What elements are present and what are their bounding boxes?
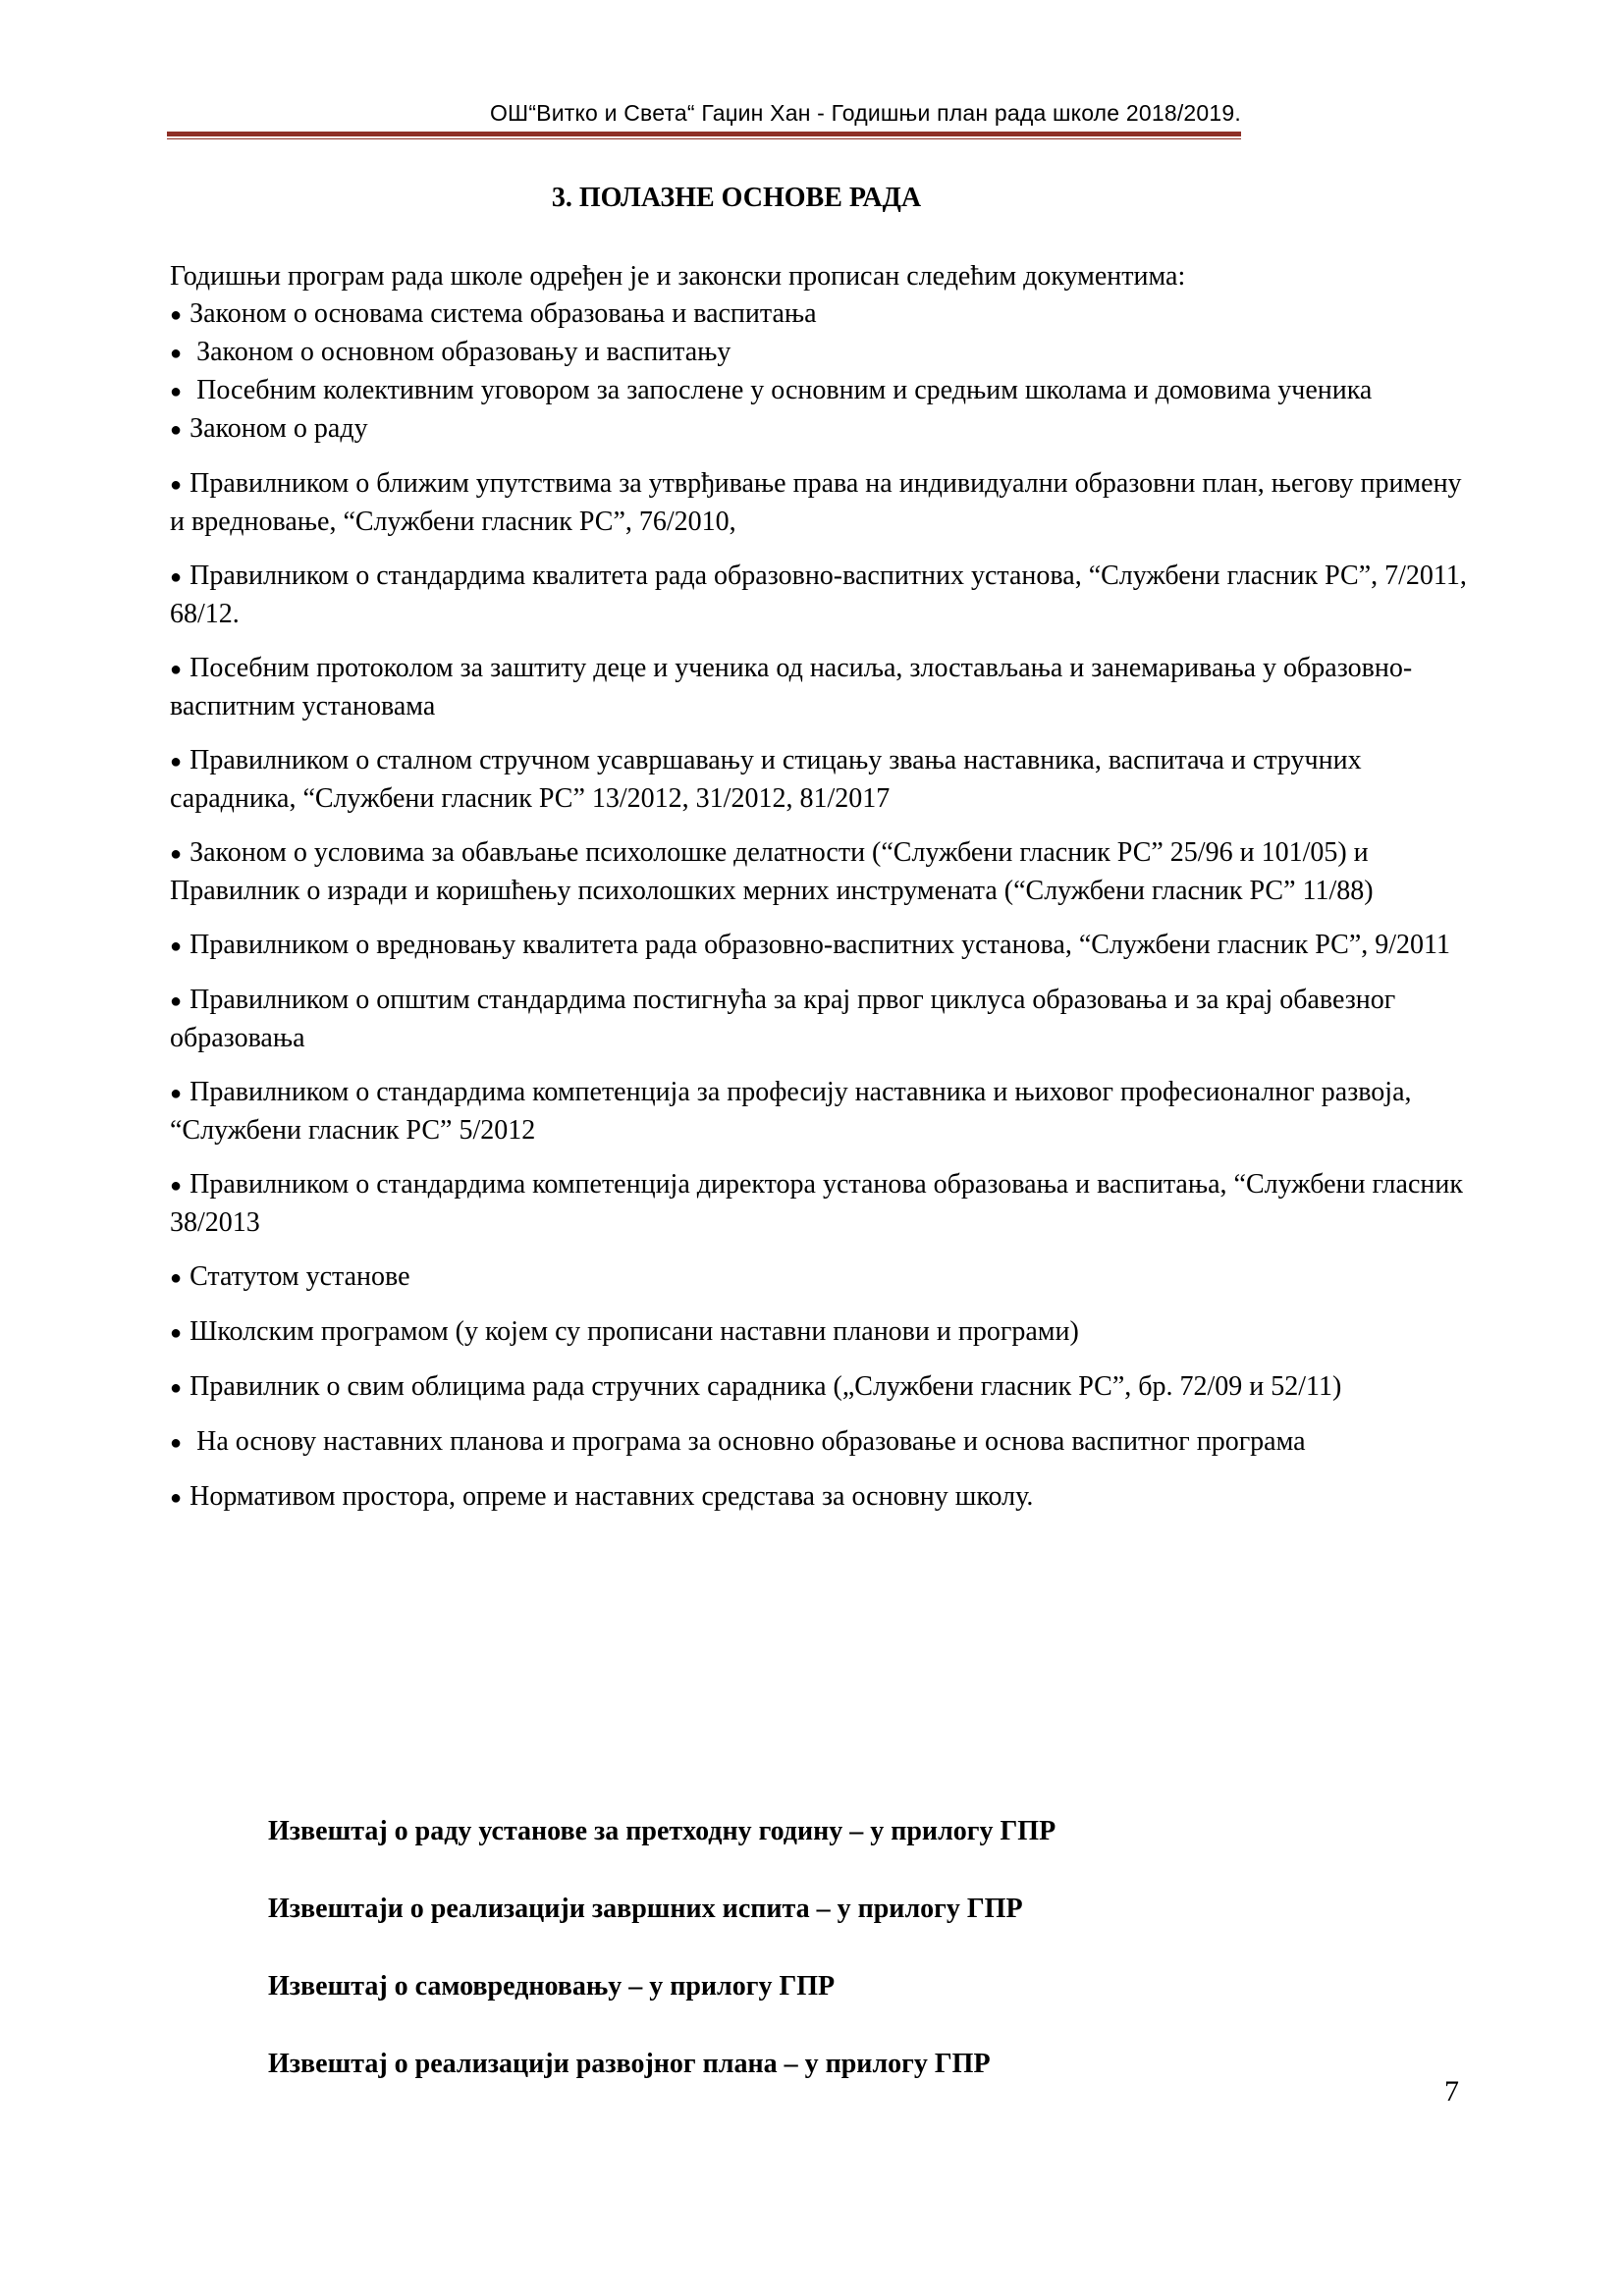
- section-title: 3. ПОЛАЗНЕ ОСНОВЕ РАДА: [551, 183, 922, 213]
- page-number: 7: [1444, 2075, 1459, 2108]
- header-rule-thin: [167, 138, 1241, 139]
- list-item: ● На основу наставних планова и програма за основно образовање и основа васпитног програма: [170, 1423, 1476, 1462]
- list-item: ● Статутом установе: [170, 1258, 1476, 1297]
- list-item: ● Нормативом простора, опреме и наставних средстава за основну школу.: [170, 1478, 1476, 1517]
- bullet-icon: ●: [170, 659, 183, 680]
- list-item: ● Посебним колективним уговором за запослене у основним и средњим школама и домовима ученика: [170, 372, 1476, 410]
- bullet-icon: ●: [170, 1267, 183, 1289]
- list-item: ● Правилником о стандардима компетенција за професију наставника и њиховог професионалног развоја, “Службени гласник РС” 5/2012: [170, 1077, 1412, 1146]
- list-item: ● Законом о основама система образовања и васпитања: [170, 295, 1476, 334]
- bullet-icon: ●: [170, 1487, 183, 1509]
- bullet-icon: ●: [170, 751, 183, 773]
- bullet-icon: ●: [170, 1175, 183, 1197]
- list-item: ● Правилник о свим облицима рада стручних сарадника („Службени гласник РС”, бр. 72/09 и 52/11): [170, 1368, 1476, 1407]
- bullet-icon: ●: [170, 1377, 183, 1399]
- documents-list: [170, 295, 1476, 1517]
- document-body: [170, 258, 1476, 1517]
- reports-list: [268, 1814, 1446, 2124]
- header-rule: [167, 132, 1241, 140]
- list-item: ● Правилником о општим стандардима постигнућа за крај првог циклуса образовања и за крај обавезног образовања: [170, 985, 1396, 1053]
- list-item: ● Посебним протоколом за заштиту деце и ученика од насиља, злостављања и занемаривања у образовно-васпитним установама: [170, 653, 1413, 721]
- bullet-icon: ●: [170, 1432, 183, 1454]
- page-header: ОШ“Витко и Света“ Гаџин Хан - Годишњи план рада школе 2018/2019.: [489, 100, 1241, 126]
- bullet-icon: ●: [170, 1322, 183, 1344]
- bullet-icon: ●: [170, 343, 183, 364]
- list-item: ● Законом о условима за обављање психолошке делатности (“Службени гласник РС” 25/96 и 101/05) и Правилник о изради и коришћењу психолошких мерних инструмената (“Службени гласник РС” 11/88): [170, 837, 1374, 906]
- report-line: Извештај о реализацији развојног плана – у прилогу ГПР: [268, 2049, 991, 2079]
- bullet-icon: ●: [170, 843, 183, 865]
- list-item: ● Правилником о стандардима компетенција директора установа образовања и васпитања, “Службени гласник 38/2013: [170, 1169, 1463, 1238]
- bullet-icon: ●: [170, 1083, 183, 1104]
- report-line: Извештај о самовредновању – у прилогу ГПР: [268, 1971, 836, 2002]
- bullet-icon: ●: [170, 304, 183, 326]
- list-item: ● Законом о основном образовању и васпитању: [170, 334, 1476, 372]
- list-item: ● Правилником о сталном стручном усавршавању и стицању звања наставника, васпитача и стручних сарадника, “Службени гласник РС” 13/2012, 31/2012, 81/2017: [170, 745, 1362, 814]
- bullet-icon: ●: [170, 419, 183, 441]
- list-item: ● Законом о раду: [170, 410, 1476, 449]
- bullet-icon: ●: [170, 566, 183, 588]
- list-item: ● Правилником о вредновању квалитета рада образовно-васпитних установа, “Службени гласник РС”, 9/2011: [170, 927, 1476, 965]
- bullet-icon: ●: [170, 935, 183, 957]
- bullet-icon: ●: [170, 381, 183, 402]
- list-item: ● Правилником о ближим упутствима за утврђивање права на индивидуални образовни план, његову примену и вредновање, “Службени гласник РС”, 76/2010,: [170, 468, 1462, 537]
- report-line: Извештај о раду установе за претходну годину – у прилогу ГПР: [268, 1816, 1056, 1846]
- list-item: ● Правилником о стандардима квалитета рада образовно-васпитних установа, “Службени гласник РС”, 7/2011, 68/12.: [170, 561, 1467, 629]
- header-rule-thick: [167, 132, 1241, 136]
- intro-paragraph: Годишњи програм рада школе одређен је и законски прописан следећим документима:: [170, 261, 1186, 292]
- list-item: ● Школским програмом (у којем су прописани наставни планови и програми): [170, 1313, 1476, 1352]
- report-line: Извештаји о реализацији завршних испита – у прилогу ГПР: [268, 1894, 1023, 1924]
- bullet-icon: ●: [170, 474, 183, 496]
- bullet-icon: ●: [170, 990, 183, 1012]
